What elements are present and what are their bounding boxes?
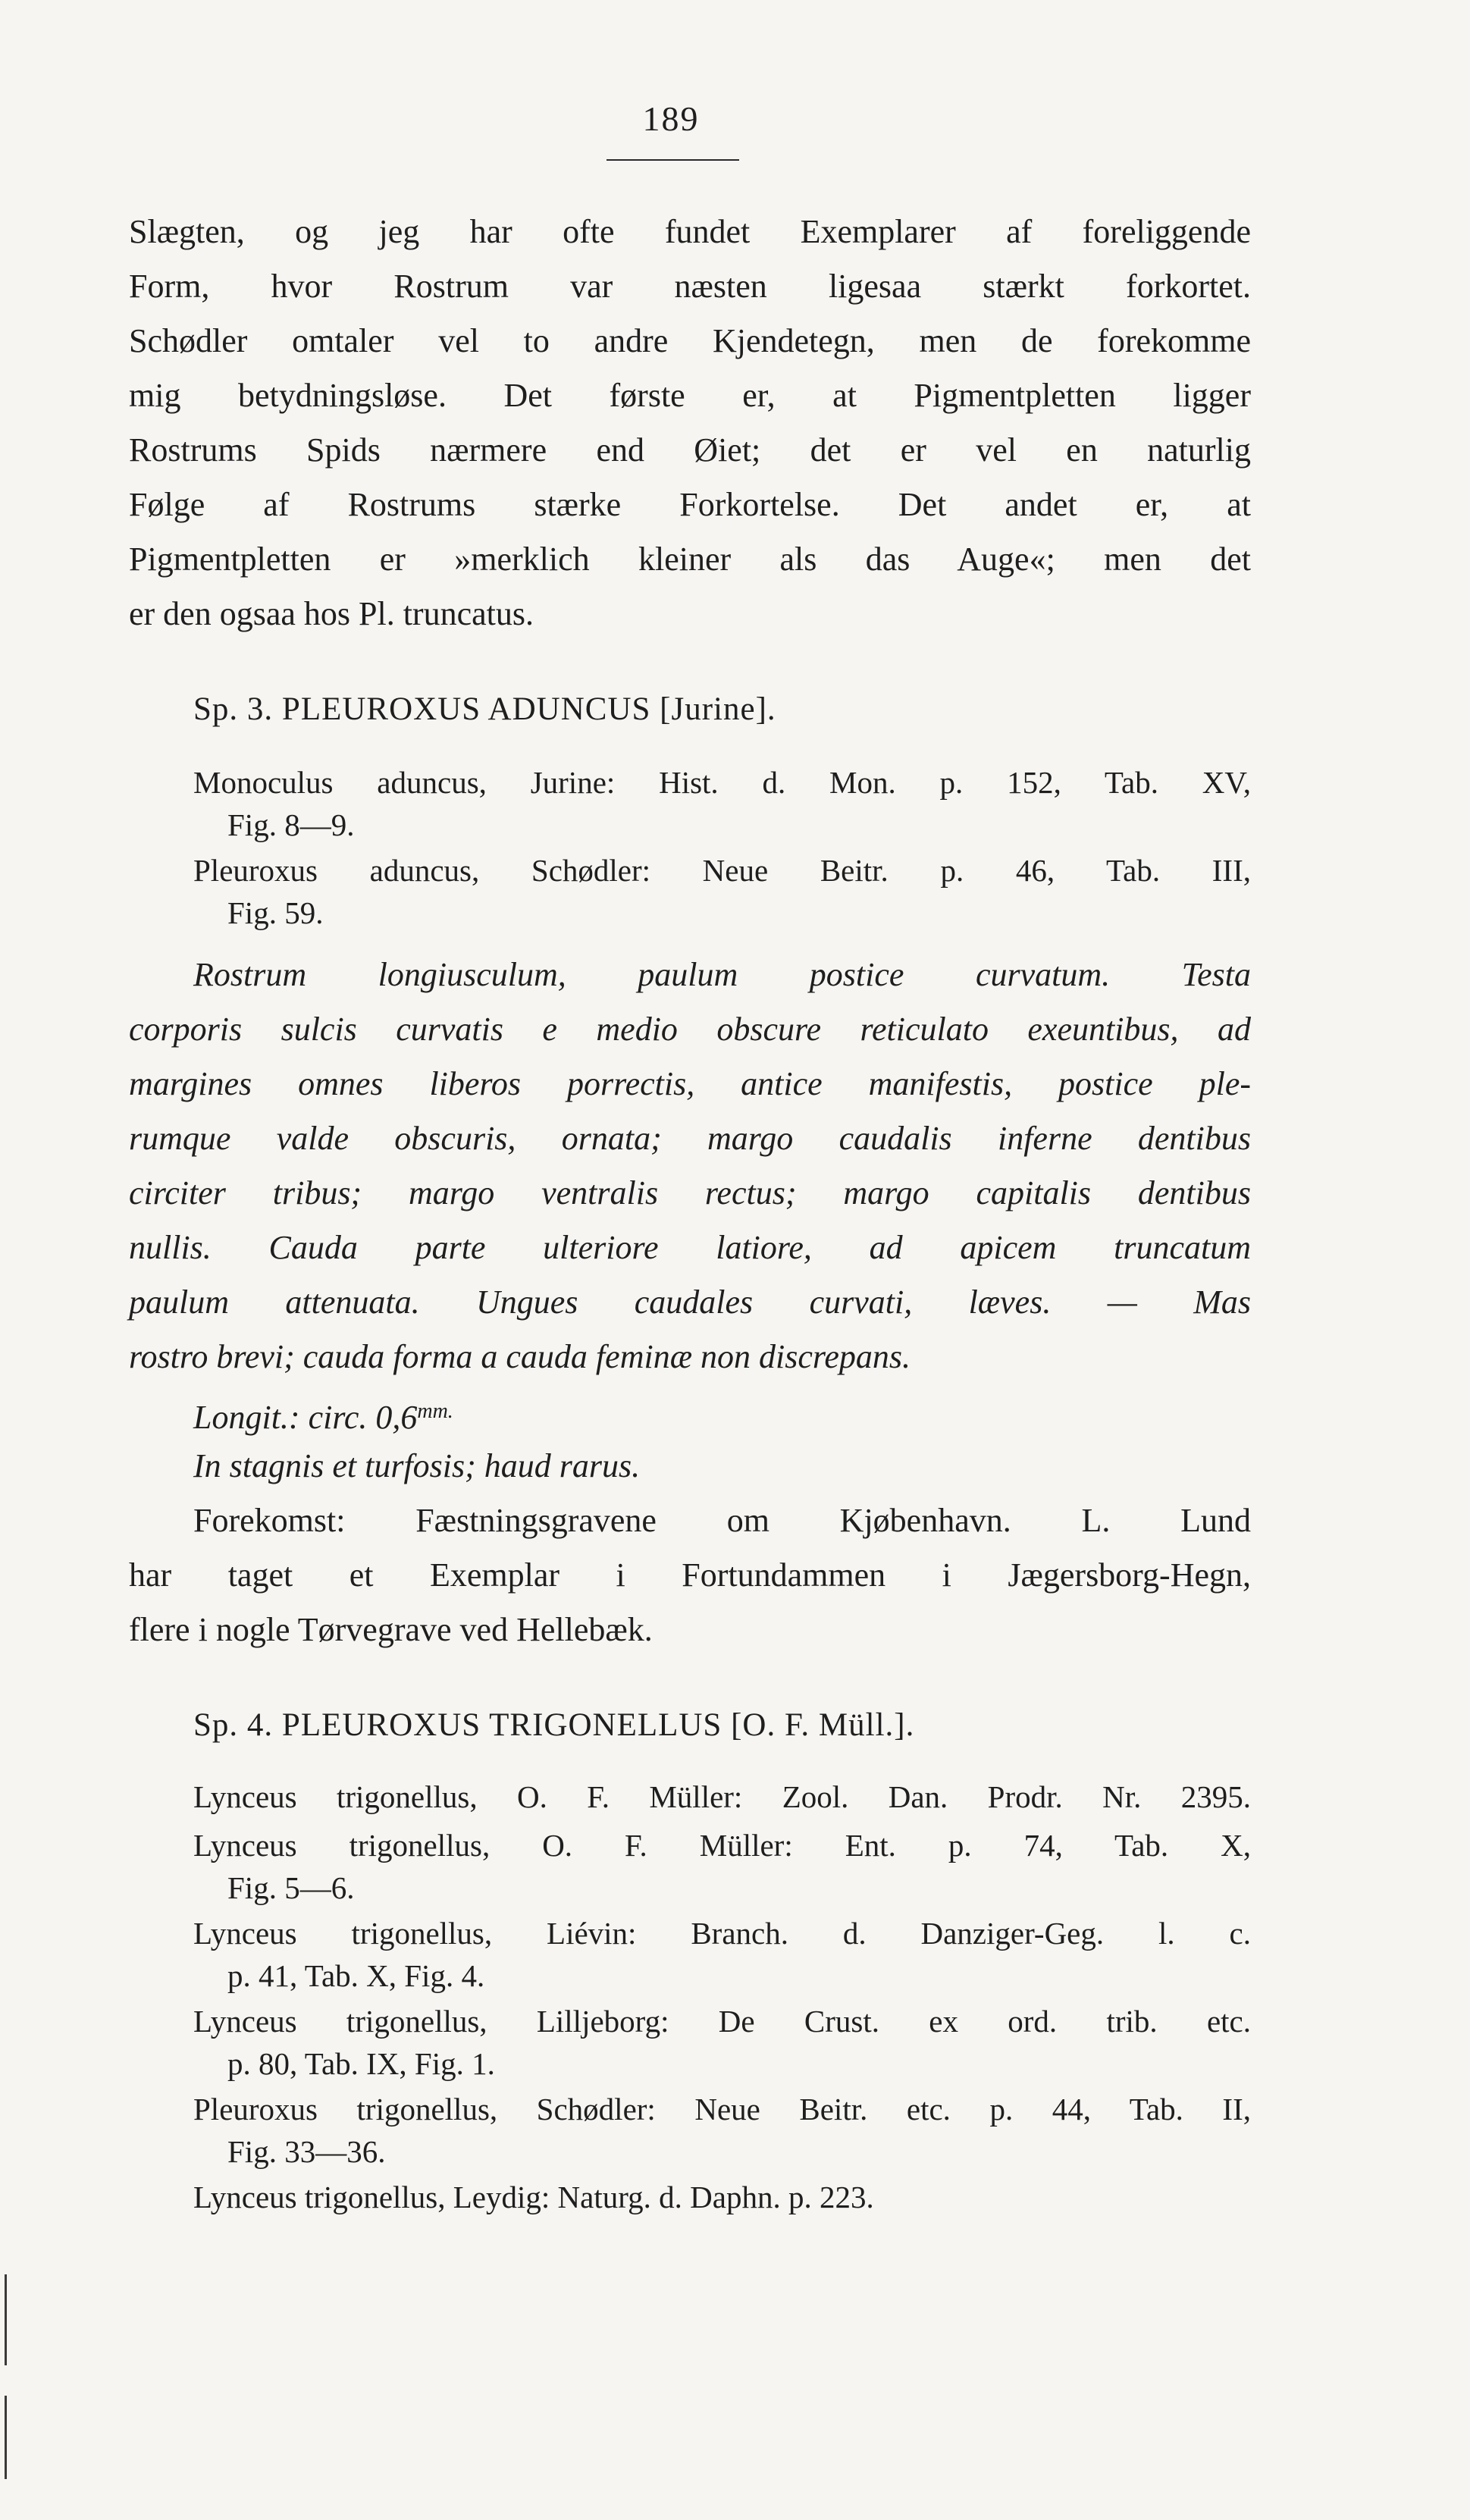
- para1-line-7: Pigmentpletten er »merklich kleiner als das Auge«; men det: [129, 541, 1251, 578]
- sp3-longitude-unit: mm.: [417, 1399, 453, 1423]
- sp3-synonym-1: Monoculus aduncus, Jurine: Hist. d. Mon. p. 152, Tab. XV,: [193, 765, 1251, 800]
- sp4-synonym-5: Pleuroxus trigonellus, Schødler: Neue Beitr. etc. p. 44, Tab. II,: [193, 2092, 1251, 2127]
- sp4-synonym-6: Lynceus trigonellus, Leydig: Naturg. d. Daphn. p. 223.: [193, 2180, 874, 2214]
- sp3-latin-line-1: Rostrum longiusculum, paulum postice curvatum. Testa: [193, 956, 1251, 993]
- sp4-synonym-4-cont: p. 80, Tab. IX, Fig. 1.: [227, 2046, 495, 2081]
- sp3-synonym-2-cont: Fig. 59.: [227, 895, 324, 930]
- sp4-synonym-1: Lynceus trigonellus, O. F. Müller: Zool. Dan. Prodr. Nr. 2395.: [193, 1779, 1251, 1814]
- para1-line-5: Rostrums Spids nærmere end Øiet; det er vel en naturlig: [129, 431, 1251, 469]
- sp3-longitude-value: Longit.: circ. 0,6: [193, 1399, 418, 1436]
- sp3-synonym-1-cont: Fig. 8—9.: [227, 807, 355, 842]
- sp3-latin-line-8: rostro brevi; cauda forma a cauda feminæ non discrepans.: [129, 1338, 911, 1375]
- sp3-synonym-2: Pleuroxus aduncus, Schødler: Neue Beitr. p. 46, Tab. III,: [193, 853, 1251, 888]
- para1-line-3: Schødler omtaler vel to andre Kjendetegn, men de forekomme: [129, 322, 1251, 359]
- species-4-heading: Sp. 4. PLEUROXUS TRIGONELLUS [O. F. Müll.].: [193, 1707, 915, 1743]
- sp4-synonym-2-cont: Fig. 5—6.: [227, 1870, 355, 1905]
- sp4-synonym-3: Lynceus trigonellus, Liévin: Branch. d. Danziger-Geg. l. c.: [193, 1916, 1251, 1951]
- para1-line-6: Følge af Rostrums stærke Forkortelse. Det andet er, at: [129, 486, 1251, 523]
- sp4-synonym-5-cont: Fig. 33—36.: [227, 2134, 386, 2169]
- sp3-latin-line-5: circiter tribus; margo ventralis rectus; margo capitalis dentibus: [129, 1174, 1251, 1211]
- sp3-longitude: [193, 1384, 1315, 1445]
- para1-line-4: mig betydningsløse. Det første er, at Pigmentpletten ligger: [129, 377, 1251, 414]
- para1-line-2: Form, hvor Rostrum var næsten ligesaa stærkt forkortet.: [129, 268, 1251, 305]
- sp3-latin-line-3: margines omnes liberos porrectis, antice manifestis, postice ple-: [129, 1065, 1251, 1102]
- para1-line-1: Slægten, og jeg har ofte fundet Exemplarer af foreliggende: [129, 213, 1251, 250]
- scan-edge-mark: [5, 2396, 7, 2479]
- sp3-latin-line-2: corporis sulcis curvatis e medio obscure reticulato exeuntibus, ad: [129, 1011, 1251, 1048]
- para1-line-8: er den ogsaa hos Pl. truncatus.: [129, 595, 534, 632]
- sp3-latin-line-7: paulum attenuata. Ungues caudales curvati, læves. — Mas: [129, 1284, 1251, 1321]
- sp3-latin-line-6: nullis. Cauda parte ulteriore latiore, ad apicem truncatum: [129, 1229, 1251, 1266]
- sp4-synonym-4: Lynceus trigonellus, Lilljeborg: De Crust. ex ord. trib. etc.: [193, 2004, 1251, 2039]
- page-number-rule: [606, 159, 739, 161]
- sp3-forekomst-line-1: Forekomst: Fæstningsgravene om Kjøbenhavn. L. Lund: [193, 1502, 1251, 1539]
- sp4-synonym-3-cont: p. 41, Tab. X, Fig. 4.: [227, 1958, 485, 1993]
- scan-edge-mark: [5, 2274, 7, 2365]
- sp4-synonym-2: Lynceus trigonellus, O. F. Müller: Ent. p. 74, Tab. X,: [193, 1828, 1251, 1863]
- sp3-habitat: In stagnis et turfosis; haud rarus.: [193, 1447, 641, 1484]
- sp3-forekomst-line-3: flere i nogle Tørvegrave ved Hellebæk.: [129, 1611, 653, 1648]
- page-number: 189: [642, 99, 700, 138]
- species-3-heading: Sp. 3. PLEUROXUS ADUNCUS [Jurine].: [193, 691, 776, 727]
- sp3-latin-line-4: rumque valde obscuris, ornata; margo caudalis inferne dentibus: [129, 1120, 1251, 1157]
- sp3-forekomst-line-2: har taget et Exemplar i Fortundammen i Jægersborg-Hegn,: [129, 1556, 1251, 1594]
